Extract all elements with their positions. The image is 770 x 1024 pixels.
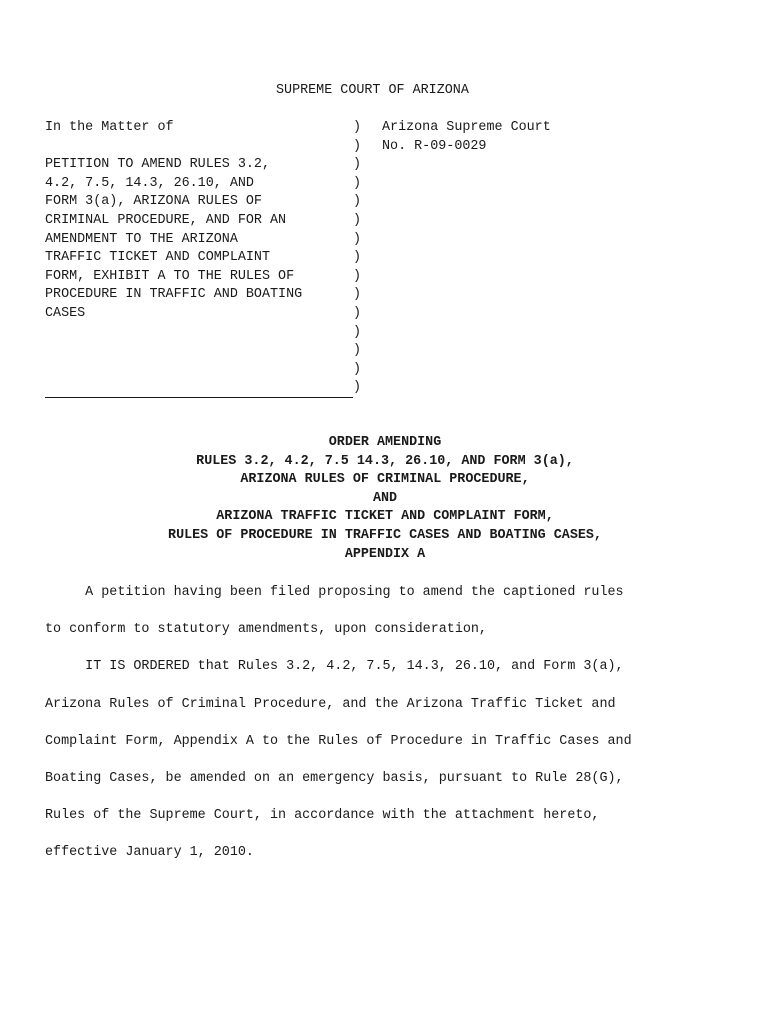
caption-line: PETITION TO AMEND RULES 3.2, [45, 157, 270, 173]
caption-paren: ) [353, 231, 362, 247]
case-number: No. R-09-0029 [382, 138, 487, 154]
body-line: to conform to statutory amendments, upon consideration, [45, 622, 487, 638]
order-body [45, 583, 735, 881]
caption-paren: ) [353, 120, 362, 135]
body-line: A petition having been filed proposing to amend the captioned rules [45, 585, 624, 600]
caption-paren: ) [353, 343, 362, 359]
order-heading-line: ORDER AMENDING [328, 435, 442, 450]
order-heading [0, 434, 770, 564]
caption-line: FORM 3(a), ARIZONA RULES OF [45, 194, 262, 210]
caption-paren: ) [353, 250, 362, 266]
caption-line [45, 138, 350, 157]
caption-line: AMENDMENT TO THE ARIZONA [45, 231, 238, 247]
body-line: Boating Cases, be amended on an emergency basis, pursuant to Rule 28(G), [45, 770, 624, 786]
caption-paren: ) [353, 157, 362, 173]
caption-case-block [382, 119, 551, 156]
caption-line: 4.2, 7.5, 14.3, 26.10, AND [45, 175, 254, 191]
caption-paren: ) [353, 268, 362, 284]
court-name: Arizona Supreme Court [382, 120, 551, 135]
caption-line: In the Matter of [45, 120, 174, 135]
order-heading-line: RULES 3.2, 4.2, 7.5 14.3, 26.10, AND FORM 3(a), [196, 453, 574, 469]
caption-underline [45, 397, 353, 398]
caption-paren: ) [353, 324, 362, 340]
caption-paren: ) [353, 138, 362, 154]
caption-paren: ) [353, 287, 362, 303]
caption-line: TRAFFIC TICKET AND COMPLAINT [45, 250, 270, 266]
order-heading-line: RULES OF PROCEDURE IN TRAFFIC CASES AND BOATING CASES, [168, 527, 602, 543]
caption-paren-column [353, 119, 361, 398]
order-heading-line: APPENDIX A [344, 546, 426, 562]
body-line: Rules of the Supreme Court, in accordance with the attachment hereto, [45, 808, 600, 824]
order-heading-line: AND [372, 490, 398, 506]
caption-paren: ) [353, 212, 362, 228]
body-line: Arizona Rules of Criminal Procedure, and the Arizona Traffic Ticket and [45, 696, 616, 712]
caption-matter-block [45, 119, 350, 324]
caption-line: FORM, EXHIBIT A TO THE RULES OF [45, 268, 295, 284]
caption-paren: ) [353, 194, 362, 210]
caption-paren: ) [353, 361, 362, 377]
caption-paren: ) [353, 175, 362, 191]
body-line: effective January 1, 2010. [45, 845, 254, 861]
caption-paren: ) [353, 380, 362, 396]
caption-line: CRIMINAL PROCEDURE, AND FOR AN [45, 212, 287, 228]
caption-line: CASES [45, 305, 86, 321]
court-title: SUPREME COURT OF ARIZONA [276, 83, 469, 98]
caption-line: PROCEDURE IN TRAFFIC AND BOATING [45, 287, 303, 303]
body-line: IT IS ORDERED that Rules 3.2, 4.2, 7.5, 14.3, 26.10, and Form 3(a), [45, 659, 624, 675]
order-heading-line: ARIZONA RULES OF CRIMINAL PROCEDURE, [240, 472, 530, 488]
body-line: Complaint Form, Appendix A to the Rules of Procedure in Traffic Cases and [45, 733, 632, 749]
order-heading-line: ARIZONA TRAFFIC TICKET AND COMPLAINT FORM, [216, 509, 554, 525]
caption-paren: ) [353, 305, 362, 321]
